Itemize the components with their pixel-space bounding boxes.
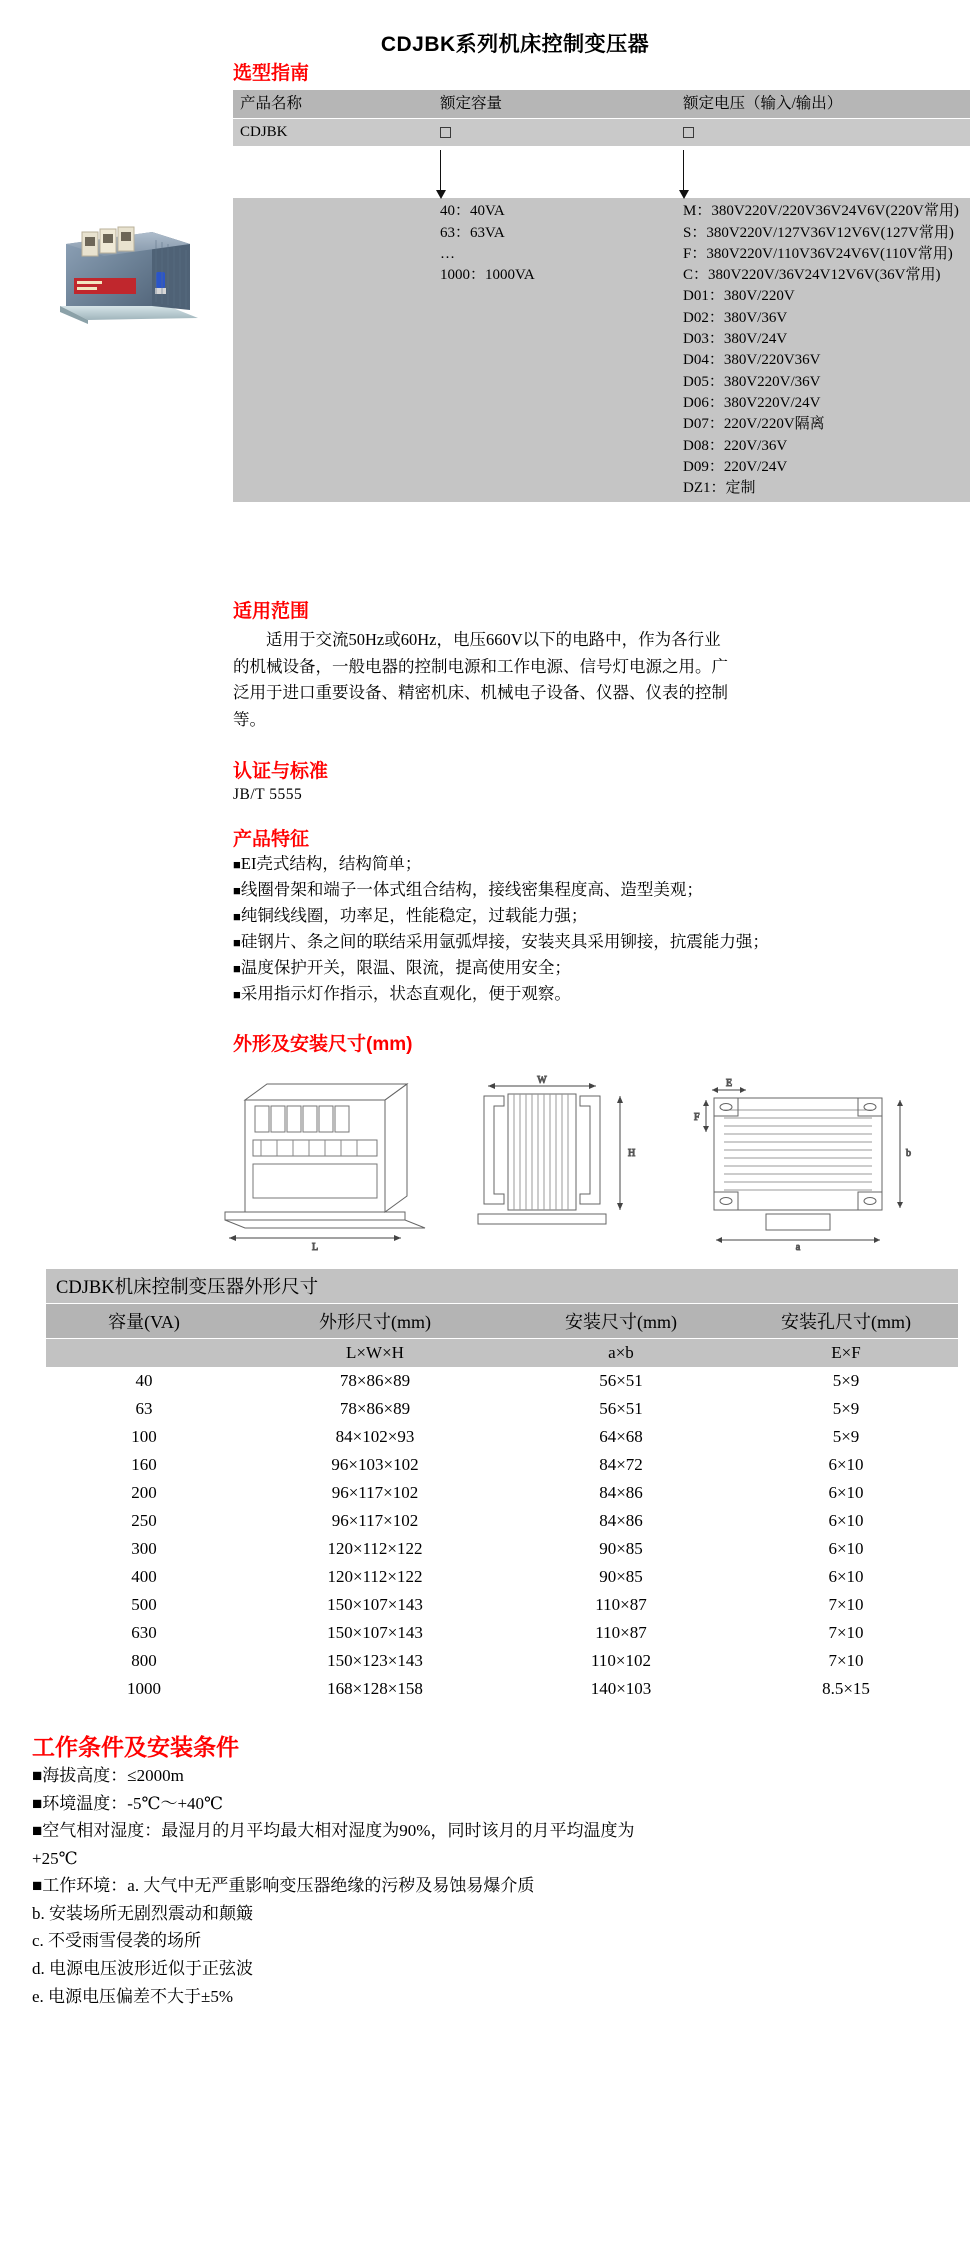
condition-item (32, 1872, 937, 1900)
label-b: b (906, 1148, 911, 1160)
cell-capacity: 63 (46, 1395, 242, 1423)
cell-lwh: 96×117×102 (242, 1507, 508, 1535)
header-hole-size: 安装孔尺寸(mm) (734, 1304, 958, 1339)
cell-ab: 140×103 (508, 1675, 734, 1703)
table-row (46, 1367, 958, 1395)
cell-lwh: 84×102×93 (242, 1423, 508, 1451)
condition-altitude: 海拔高度：≤2000m (42, 1766, 184, 1786)
environment-sub-first: a. 大气中无严重影响变压器绝缘的污秽及易蚀易爆介质 (127, 1876, 535, 1896)
feature-text: 采用指示灯作指示，状态直观化，便于观察。 (240, 984, 571, 1004)
selection-guide-section (0, 58, 970, 578)
condition-item (32, 1817, 937, 1845)
feature-text: 线圈骨架和端子一体式组合结构，接线密集程度高、造型美观； (240, 879, 703, 899)
working-conditions-heading: 工作条件及安装条件 (32, 1734, 239, 1761)
standards-section (0, 756, 970, 804)
cell-ab: 90×85 (508, 1563, 734, 1591)
outline-section (0, 1029, 970, 1056)
label-a: a (795, 1242, 801, 1254)
environment-sub-item: d. 电源电压波形近似于正弦波 (32, 1958, 253, 1978)
guide-code-row (233, 119, 970, 147)
cell-ef: 5×9 (734, 1367, 958, 1395)
scope-section (0, 596, 737, 734)
cell-capacity: 400 (46, 1563, 242, 1591)
guide-empty-cell (233, 198, 433, 502)
environment-sub-item: e. 电源电压偏差不大于±5% (32, 1986, 234, 2006)
cell-lwh: 150×107×143 (242, 1619, 508, 1647)
cell-ef: 6×10 (734, 1535, 958, 1563)
guide-header-row (233, 90, 970, 119)
table-row (46, 1479, 958, 1507)
voltage-option: F：380V220V/110V36V24V6V(110V常用) (683, 245, 953, 262)
cell-ab: 110×87 (508, 1591, 734, 1619)
cell-capacity: 800 (46, 1647, 242, 1675)
bullet-icon: ■ (233, 882, 241, 898)
capacity-option: … (440, 245, 455, 262)
cell-ab: 90×85 (508, 1535, 734, 1563)
capacity-option: 40：40VA (440, 203, 505, 220)
subheader-ef: E×F (734, 1339, 958, 1368)
voltage-option: D06：380V220V/24V (683, 394, 821, 411)
cell-ef: 6×10 (734, 1451, 958, 1479)
dimension-table-subheader-row (46, 1339, 958, 1368)
cell-lwh: 96×103×102 (242, 1451, 508, 1479)
cell-ab: 64×68 (508, 1423, 734, 1451)
cell-capacity: 250 (46, 1507, 242, 1535)
table-row (46, 1451, 958, 1479)
cell-ab: 84×86 (508, 1479, 734, 1507)
table-row (46, 1507, 958, 1535)
cell-capacity: 100 (46, 1423, 242, 1451)
cell-capacity: 300 (46, 1535, 242, 1563)
voltage-option: D09：220V/24V (683, 458, 788, 475)
cell-ef: 8.5×15 (734, 1675, 958, 1703)
voltage-option: DZ1：定制 (683, 480, 756, 497)
cell-lwh: 78×86×89 (242, 1395, 508, 1423)
cell-capacity: 200 (46, 1479, 242, 1507)
voltage-option: D03：380V/24V (683, 331, 788, 348)
voltage-option: C：380V220V/36V24V12V6V(36V常用) (683, 267, 941, 284)
dimension-drawings-svg (0, 1070, 970, 1254)
cell-ef: 7×10 (734, 1647, 958, 1675)
voltage-option: S：380V220V/127V36V12V6V(127V常用) (683, 224, 954, 241)
outline-drawings (0, 1070, 970, 1254)
cell-capacity: 1000 (46, 1675, 242, 1703)
cell-ab: 110×102 (508, 1647, 734, 1675)
voltage-option: D04：380V/220V36V (683, 352, 821, 369)
guide-options-row (233, 198, 970, 502)
label-F: F (694, 1112, 700, 1124)
cell-ef: 6×10 (734, 1479, 958, 1507)
cell-ef: 7×10 (734, 1591, 958, 1619)
selection-guide-table (233, 90, 970, 502)
table-row (46, 1675, 958, 1703)
label-E: E (725, 1078, 733, 1090)
standards-heading: 认证与标准 (233, 760, 329, 782)
table-row (46, 1591, 958, 1619)
feature-item (233, 877, 970, 903)
cell-lwh: 168×128×158 (242, 1675, 508, 1703)
header-mounting-size: 安装尺寸(mm) (508, 1304, 734, 1339)
voltage-option: D05：380V220V/36V (683, 373, 821, 390)
feature-item (233, 903, 970, 929)
bullet-icon: ■ (32, 1793, 43, 1813)
guide-col-capacity: 额定容量 (433, 90, 676, 119)
voltage-option: D07：220V/220V隔离 (683, 416, 825, 433)
cell-ef: 5×9 (734, 1395, 958, 1423)
bullet-icon: ■ (233, 909, 241, 924)
voltage-option: M：380V220V/220V36V24V6V(220V常用) (683, 203, 959, 220)
bullet-icon: ■ (233, 935, 241, 951)
scope-text: 适用于交流50Hz或60Hz，电压660V以下的电路中，作为各行业的机械设备，一般电器的控制电源和工作电源、信号灯电源之用。广泛用于进口重要设备、精密机床、机械电子设备、仪器、仪表的控制等。 (233, 630, 728, 730)
voltage-arrow-icon (683, 150, 684, 192)
label-H: H (628, 1148, 636, 1160)
standard-code: JB/T 5555 (233, 785, 303, 803)
dimension-table-caption-row (46, 1269, 958, 1304)
header-outline-size: 外形尺寸(mm) (242, 1304, 508, 1339)
cell-lwh: 96×117×102 (242, 1479, 508, 1507)
table-row (46, 1535, 958, 1563)
feature-text: EI壳式结构，结构简单； (240, 853, 422, 873)
dimension-table-body (46, 1367, 958, 1703)
cell-ef: 5×9 (734, 1423, 958, 1451)
cell-ab: 84×86 (508, 1507, 734, 1535)
feature-text: 纯铜线线圈，功率足，性能稳定，过载能力强； (240, 906, 588, 925)
subheader-lwh: L×W×H (242, 1339, 508, 1368)
bullet-icon: ■ (233, 856, 241, 872)
voltage-option: D02：380V/36V (683, 309, 788, 326)
capacity-option: 1000：1000VA (440, 267, 535, 284)
bullet-icon: ■ (233, 987, 241, 1003)
voltage-option: D08：220V/36V (683, 437, 788, 454)
subheader-ab: a×b (508, 1339, 734, 1368)
cell-lwh: 120×112×122 (242, 1563, 508, 1591)
capacity-checkbox-cell (433, 119, 676, 147)
cell-lwh: 120×112×122 (242, 1535, 508, 1563)
voltage-checkbox[interactable] (683, 127, 694, 138)
bullet-icon: ■ (32, 1766, 43, 1786)
selection-guide-heading: 选型指南 (233, 63, 310, 84)
bullet-icon: ■ (32, 1821, 43, 1841)
environment-sub-item: b. 安装场所无剧烈震动和颠簸 (32, 1903, 253, 1923)
table-row (46, 1395, 958, 1423)
capacity-option: 63：63VA (440, 224, 505, 241)
table-row (46, 1563, 958, 1591)
cell-ab: 56×51 (508, 1367, 734, 1395)
product-code: CDJBK (233, 119, 433, 147)
guide-col-product-name: 产品名称 (233, 90, 433, 119)
header-capacity: 容量(VA) (46, 1304, 242, 1339)
dimension-table (46, 1269, 958, 1703)
table-row (46, 1423, 958, 1451)
page-title: CDJBK系列机床控制变压器 (380, 33, 650, 56)
working-conditions-section (32, 1729, 937, 2010)
bullet-icon: ■ (32, 1876, 43, 1896)
dimension-table-caption: CDJBK机床控制变压器外形尺寸 (46, 1269, 958, 1304)
cell-lwh: 150×123×143 (242, 1647, 508, 1675)
condition-item (32, 1762, 937, 1790)
table-row (46, 1619, 958, 1647)
product-photo (48, 206, 218, 341)
features-section (0, 824, 970, 1007)
bullet-icon: ■ (233, 961, 241, 977)
cell-ef: 6×10 (734, 1507, 958, 1535)
cell-capacity: 630 (46, 1619, 242, 1647)
voltage-option: D01：380V/220V (683, 288, 795, 305)
cell-ab: 84×72 (508, 1451, 734, 1479)
feature-item (233, 981, 970, 1007)
cell-capacity: 160 (46, 1451, 242, 1479)
voltage-checkbox-cell (676, 119, 970, 147)
capacity-arrow-icon (440, 150, 441, 192)
feature-item (233, 851, 970, 877)
cell-ef: 6×10 (734, 1563, 958, 1591)
feature-text: 硅钢片、条之间的联结采用氩弧焊接，安装夹具采用铆接，抗震能力强； (240, 932, 769, 952)
feature-text: 温度保护开关，限温、限流，提高使用安全； (240, 958, 571, 978)
cell-capacity: 500 (46, 1591, 242, 1619)
feature-item (233, 955, 970, 981)
dimension-table-header-row (46, 1304, 958, 1339)
condition-item (32, 1790, 937, 1818)
environment-sub-item: c. 不受雨雪侵袭的场所 (32, 1931, 202, 1951)
cell-ab: 110×87 (508, 1619, 734, 1647)
condition-environment-label: 工作环境： (42, 1876, 128, 1896)
condition-humidity-continued: +25℃ (32, 1848, 78, 1868)
condition-temperature: 环境温度：-5℃～+40℃ (42, 1793, 224, 1813)
cell-lwh: 150×107×143 (242, 1591, 508, 1619)
cell-ef: 7×10 (734, 1619, 958, 1647)
cell-capacity: 40 (46, 1367, 242, 1395)
feature-item (233, 929, 970, 955)
subheader-capacity (46, 1339, 242, 1368)
cell-lwh: 78×86×89 (242, 1367, 508, 1395)
guide-col-voltage: 额定电压（输入/输出） (676, 90, 970, 119)
label-L: L (311, 1242, 319, 1254)
table-row (46, 1647, 958, 1675)
guide-arrow-row (233, 146, 970, 198)
condition-humidity: 空气相对湿度：最湿月的月平均最大相对湿度为90%，同时该月的月平均温度为 (42, 1821, 635, 1841)
scope-heading: 适用范围 (233, 601, 310, 622)
label-W: W (537, 1075, 547, 1087)
outline-heading: 外形及安装尺寸(mm) (233, 1034, 413, 1056)
features-heading: 产品特征 (233, 828, 310, 850)
capacity-options-list (433, 198, 676, 502)
cell-ab: 56×51 (508, 1395, 734, 1423)
voltage-options-list (676, 198, 970, 502)
capacity-checkbox[interactable] (440, 127, 451, 138)
